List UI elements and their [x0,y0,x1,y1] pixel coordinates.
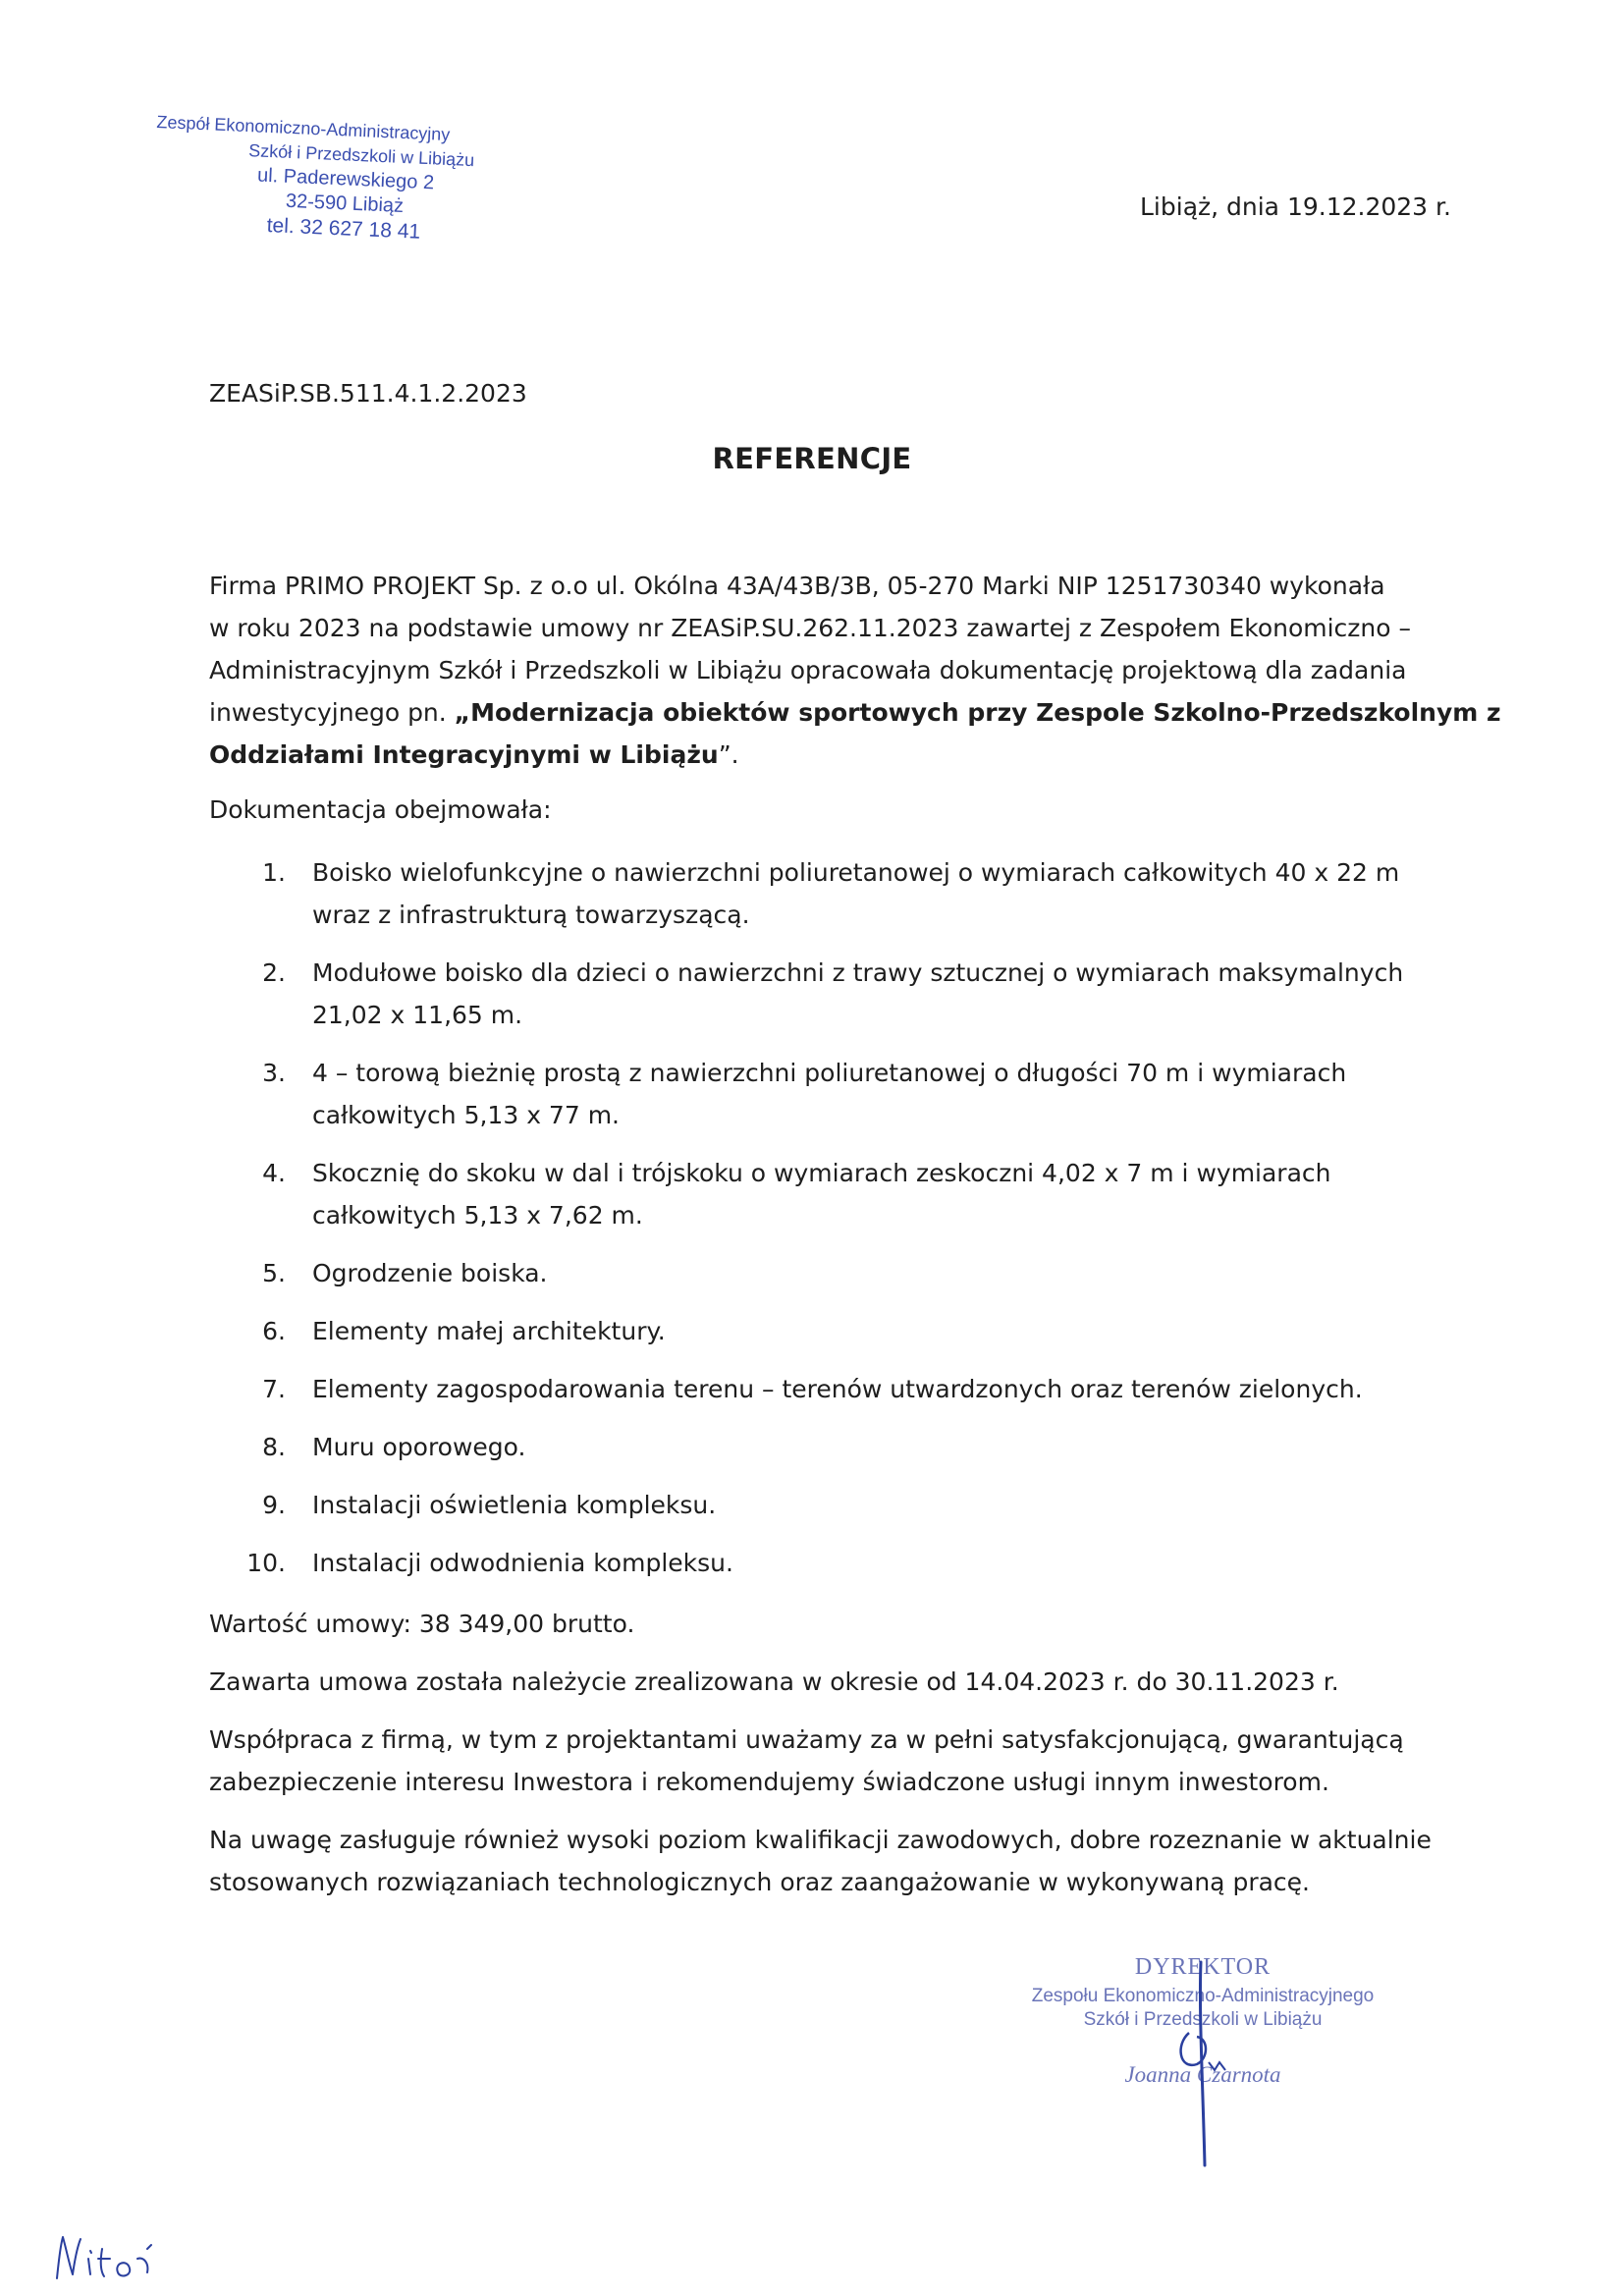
item-text: Ogrodzenie boiska. [312,1259,548,1287]
list-item [209,952,1427,1036]
item-text: wraz z infrastrukturą towarzyszącą. [312,901,750,929]
item-text: Skocznię do skoku w dal i trójskoku o wymiarach zeskoczni 4,02 x 7 m i wymiarach [312,1159,1331,1187]
scope-list [209,851,1427,1600]
signature-stamp-line: Zespołu Ekonomiczno-Administracyjnego [1031,1986,1375,2006]
item-number: 10. [246,1549,286,1577]
signature-stamp-line: Szkół i Przedszkoli w Libiążu [1083,2009,1323,2030]
item-text: Boisko wielofunkcyjne o nawierzchni poliuretanowej o wymiarach całkowitych 40 x 22 m [312,858,1400,887]
document-title: REFERENCJE [712,442,912,475]
item-text: 21,02 x 11,65 m. [312,1001,523,1029]
item-number: 8. [262,1433,286,1461]
item-number: 7. [262,1375,286,1403]
item-text: Elementy zagospodarowania terenu – terenów utwardzonych oraz terenów zielonych. [312,1375,1363,1403]
paragraph-line: stosowanych rozwiązaniach technologicznych oraz zaangażowanie w wykonywaną pracę. [209,1868,1310,1896]
intro-line: w roku 2023 na podstawie umowy nr ZEASiP.SU.262.11.2023 zawartej z Zespołem Ekonomiczno – [209,614,1412,642]
item-text: całkowitych 5,13 x 77 m. [312,1101,620,1129]
intro-text: ”. [718,740,739,769]
item-text: całkowitych 5,13 x 7,62 m. [312,1201,643,1230]
stamp-line-institution: Zespół Ekonomiczno-Administracyjny [156,111,451,145]
list-item [209,1426,1427,1468]
paragraph-line: Współpraca z firmą, w tym z projektantami uważamy za w pełni satysfakcjonującą, gwarantującą [209,1725,1404,1754]
stamp-line-postal: 32-590 Libiąż [285,190,405,218]
stamp-line-schools: Szkół i Przedszkoli w Libiążu [247,140,475,171]
list-item [209,1252,1427,1294]
list-item [209,1368,1427,1410]
item-number: 1. [262,858,286,887]
handwritten-note [49,2229,196,2288]
list-item [209,1484,1427,1526]
list-item [209,1542,1427,1584]
contract-value: Wartość umowy: 38 349,00 brutto. [209,1610,635,1638]
cooperation-paragraph [209,1719,1436,1803]
paragraph-line: Na uwagę zasługuje również wysoki poziom kwalifikacji zawodowych, dobre rozeznanie w aktualnie [209,1826,1432,1854]
item-text: Modułowe boisko dla dzieci o nawierzchni z trawy sztucznej o wymiarach maksymalnych [312,958,1404,987]
institution-stamp [150,110,539,274]
item-text: Instalacji oświetlenia kompleksu. [312,1491,717,1519]
director-signature-stamp [1016,1954,1389,2170]
item-number: 9. [262,1491,286,1519]
item-text: Instalacji odwodnienia kompleksu. [312,1549,733,1577]
closing-section [209,1603,1436,1919]
list-item [209,1310,1427,1352]
item-number: 5. [262,1259,286,1287]
handwritten-signature [1016,1954,1389,2170]
signature-stamp-title: DYREKTOR [1134,1954,1272,1980]
item-text: 4 – torową bieżnię prostą z nawierzchni poliuretanowej o długości 70 m i wymiarach [312,1059,1347,1087]
intro-line: Firma PRIMO PROJEKT Sp. z o.o ul. Okólna 43A/43B/3B, 05-270 Marki NIP 1251730340 wykonała [209,572,1385,600]
item-number: 3. [262,1059,286,1087]
documentation-label: Dokumentacja obejmowała: [209,795,552,824]
list-item [209,851,1427,936]
stamp-line-phone: tel. 32 627 18 41 [266,213,421,244]
paragraph-line: zabezpieczenie interesu Inwestora i rekomendujemy świadczone usługi innym inwestorom. [209,1768,1329,1796]
item-text: Elementy małej architektury. [312,1317,666,1345]
item-number: 2. [262,958,286,987]
signatory-name: Joanna Czarnota [1124,2062,1281,2087]
stamp-line-street: ul. Paderewskiego 2 [256,164,435,194]
item-number: 6. [262,1317,286,1345]
intro-line: Administracyjnym Szkół i Przedszkoli w Libiążu opracowała dokumentację projektową dla zadania [209,656,1407,684]
item-number: 4. [262,1159,286,1187]
contract-period: Zawarta umowa została należycie zrealizowana w okresie od 14.04.2023 r. do 30.11.2023 r. [209,1667,1339,1696]
intro-paragraph [209,565,1501,776]
item-text: Muru oporowego. [312,1433,526,1461]
qualification-paragraph [209,1819,1436,1903]
reference-number: ZEASiP.SB.511.4.1.2.2023 [209,379,527,408]
intro-line [209,691,1501,734]
project-name: „Modernizacja obiektów sportowych przy Zespole Szkolno-Przedszkolnym z [454,698,1501,727]
list-item [209,1052,1427,1136]
letter-date: Libiąż, dnia 19.12.2023 r. [1140,192,1451,221]
list-item [209,1152,1427,1236]
project-name-cont: Oddziałami Integracyjnymi w Libiążu [209,740,719,769]
intro-line [209,734,1427,776]
intro-text: inwestycyjnego pn. [209,698,455,727]
